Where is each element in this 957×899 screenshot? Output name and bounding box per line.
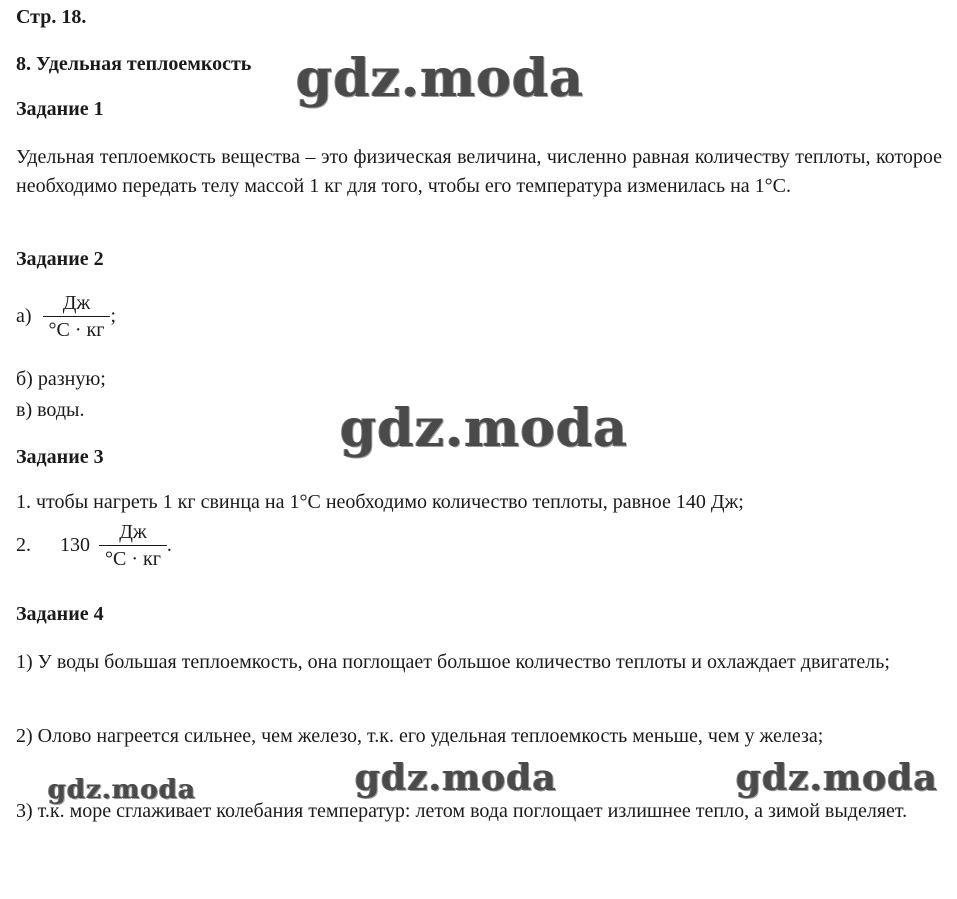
watermark-logo: gdz.moda [736, 757, 938, 799]
fraction-numerator: Дж [119, 521, 147, 543]
watermark-logo: gdz.moda [340, 398, 629, 459]
task3-item2-suffix: . [166, 534, 172, 556]
watermark-logo: gdz.moda [48, 775, 197, 805]
section-title: 8. Удельная теплоемкость [16, 53, 252, 75]
task2-answer-a [16, 292, 116, 341]
task1-heading: Задание 1 [16, 98, 104, 120]
watermark-logo: gdz.moda [355, 757, 557, 799]
task4-item3: 3) т.к. море сглаживает колебания температур: летом вода поглощает излишнее тепло, а зимой выделяет. [16, 800, 908, 822]
task4-item2: 2) Олово нагреется сильнее, чем железо, т.к. его удельная теплоемкость меньше, чем у железа; [16, 725, 824, 747]
task4-item1: 1) У воды большая теплоемкость, она поглощает большое количество теплоты и охлаждает двигатель; [16, 651, 890, 673]
task2-a-prefix: а) [16, 305, 32, 327]
task2-answer-b: б) разную; [16, 368, 106, 390]
task4-heading: Задание 4 [16, 603, 104, 625]
task3-item1: 1. чтобы нагреть 1 кг свинца на 1°С необходимо количество теплоты, равное 140 Дж; [16, 491, 744, 513]
task3-item2-value: 130 [60, 534, 90, 556]
task2-a-suffix: ; [110, 305, 117, 327]
fraction-denominator: °С · кг [105, 548, 161, 570]
watermark-logo: gdz.moda [296, 48, 585, 109]
fraction-denominator: °С · кг [48, 319, 105, 341]
fraction-numerator: Дж [62, 292, 91, 314]
task2-heading: Задание 2 [16, 248, 104, 270]
task1-text: Удельная теплоемкость вещества – это физическая величина, численно равная количеству теплоты, которое необходимо передать телу массой 1 кг для того, чтобы его температура изменилась на 1°С. [16, 146, 942, 197]
unit-fraction [43, 292, 111, 341]
task3-item2 [16, 521, 172, 570]
task2-answer-c: в) воды. [16, 399, 85, 421]
unit-fraction [99, 521, 167, 570]
page-label: Стр. 18. [16, 6, 87, 28]
task3-heading: Задание 3 [16, 446, 104, 468]
task3-item2-prefix: 2. [16, 534, 31, 556]
